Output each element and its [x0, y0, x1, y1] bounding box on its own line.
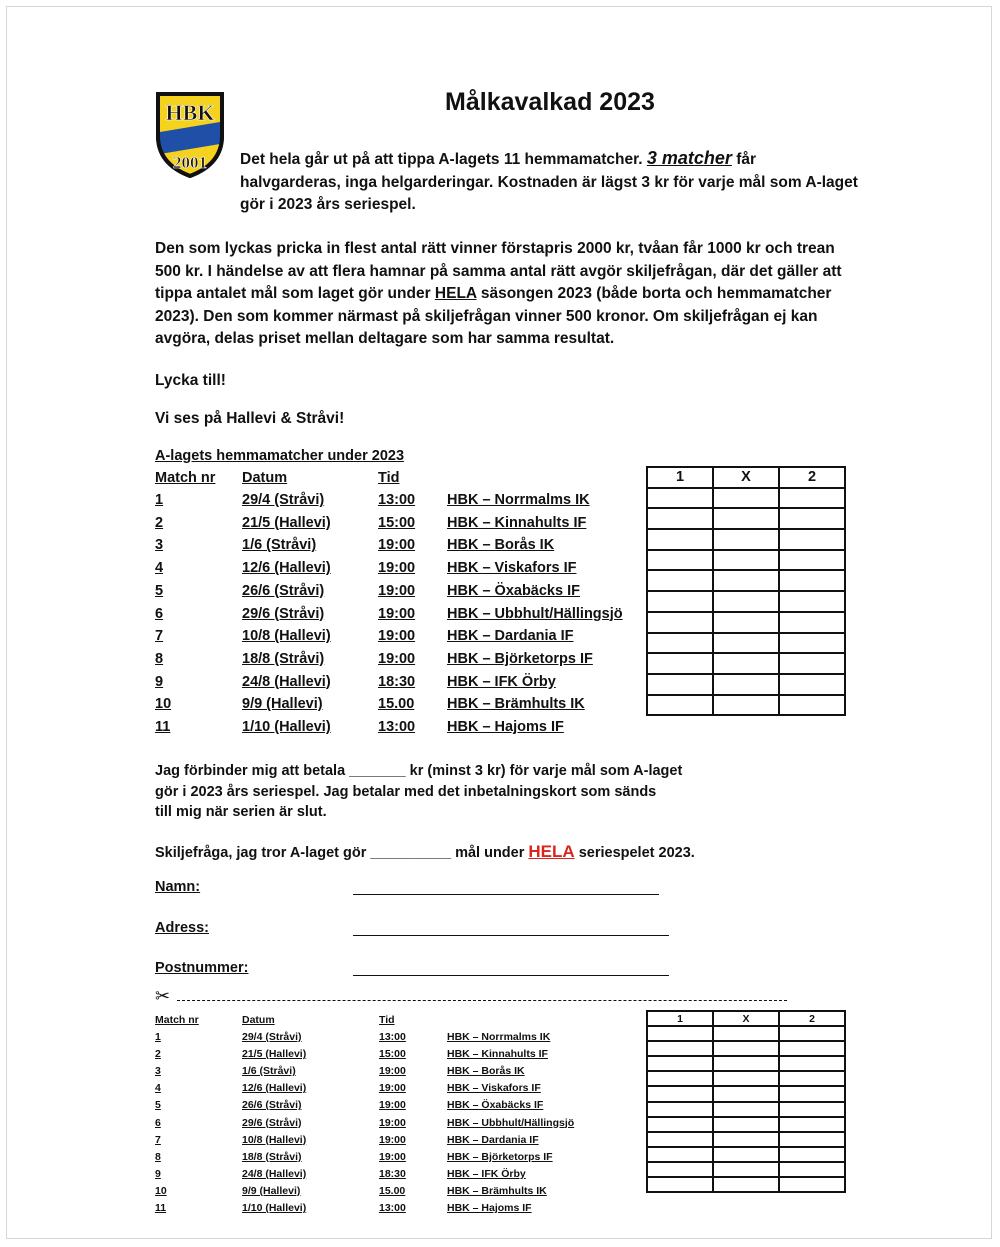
tip-cell[interactable] [713, 488, 779, 509]
tipping-row [647, 1162, 845, 1177]
name-label: Namn: [155, 879, 201, 895]
postcode-label: Postnummer: [155, 960, 249, 976]
tip-cell[interactable] [647, 1147, 713, 1162]
intro-emphasis: 3 matcher [646, 148, 732, 168]
column-header-time: Tid [379, 1014, 395, 1026]
match-time: 19:00 [378, 537, 416, 554]
match-name: HBK – Öxabäcks IF [447, 582, 580, 599]
match-date: 21/5 (Hallevi) [242, 514, 331, 531]
tipping-row [647, 529, 845, 550]
tip-cell[interactable] [647, 1162, 713, 1177]
tip-cell[interactable] [647, 1026, 713, 1041]
tip-cell[interactable] [647, 1086, 713, 1101]
tip-cell[interactable] [779, 612, 845, 633]
match-nr: 4 [155, 560, 164, 577]
tipping-row [647, 695, 845, 716]
tipping-row [647, 653, 845, 674]
match-time: 15:00 [379, 1048, 406, 1061]
tip-cell[interactable] [647, 674, 713, 695]
tip-cell[interactable] [647, 1117, 713, 1132]
address-field[interactable] [353, 935, 669, 936]
match-time: 18:30 [378, 673, 416, 690]
match-time: 19:00 [378, 560, 416, 577]
tip-cell[interactable] [779, 695, 845, 716]
match-nr: 7 [155, 628, 164, 645]
column-header-time: Tid [378, 470, 400, 486]
match-time: 13:00 [379, 1031, 406, 1043]
tipping-row [647, 674, 845, 695]
match-name: HBK – Viskafors IF [447, 560, 577, 577]
tipping-grid [646, 466, 846, 716]
match-name: HBK – Borås IK [447, 1065, 525, 1078]
column-header-date: Datum [242, 1014, 275, 1026]
logo-top-text: HBK [165, 100, 215, 125]
match-nr: 3 [155, 1065, 161, 1078]
tip-cell[interactable] [779, 653, 845, 674]
tip-cell[interactable] [779, 508, 845, 529]
match-name: HBK – Norrmalms IK [447, 492, 590, 508]
match-nr: 9 [155, 1167, 161, 1180]
tip-cell[interactable] [713, 508, 779, 529]
match-name: HBK – Brämhults IK [447, 696, 585, 713]
prize-hela: HELA [434, 285, 477, 302]
match-time: 19:00 [378, 650, 416, 667]
tip-cell[interactable] [647, 570, 713, 591]
tipping-grid [646, 1010, 846, 1193]
tip-cell[interactable] [713, 529, 779, 550]
match-date: 10/8 (Hallevi) [242, 628, 331, 645]
column-header-date: Datum [242, 470, 288, 486]
tip-cell[interactable] [779, 1132, 845, 1147]
intro-text-a: Det hela går ut på att tippa A-lagets 11 hemmamatcher. [240, 151, 647, 168]
match-name: HBK – Kinnahults IF [447, 514, 587, 531]
match-nr: 1 [155, 492, 164, 508]
tipping-row [647, 1026, 845, 1041]
match-nr: 5 [155, 1099, 161, 1112]
match-nr: 8 [155, 650, 164, 667]
tip-cell[interactable] [713, 550, 779, 571]
tipping-row [647, 1102, 845, 1117]
match-nr: 11 [155, 1202, 167, 1214]
tip-cell[interactable] [647, 550, 713, 571]
match-time: 19:00 [379, 1065, 406, 1078]
option-header: 2 [779, 1011, 845, 1026]
match-date: 12/6 (Hallevi) [242, 560, 331, 577]
match-date: 1/6 (Stråvi) [242, 537, 317, 554]
match-date: 10/8 (Hallevi) [242, 1133, 307, 1146]
match-date: 26/6 (Stråvi) [242, 1099, 302, 1112]
tip-cell[interactable] [647, 1132, 713, 1147]
schedule-heading: A-lagets hemmamatcher under 2023 [155, 448, 405, 464]
match-time: 19:00 [379, 1150, 406, 1163]
match-nr: 2 [155, 1048, 161, 1061]
tip-cell[interactable] [713, 1041, 779, 1056]
option-header: 1 [647, 467, 713, 488]
prize-text-b: säsongen 2023 (både borta och hemmamatcher 2023). Den som kommer närmast på skiljefrågan vinner 500 kronor. Om skiljefrågan ej kan avgöra, delas priset mellan deltagare som har samma resultat. [155, 285, 832, 347]
tip-cell[interactable] [647, 1056, 713, 1071]
match-nr: 4 [155, 1082, 161, 1095]
tipping-row [647, 633, 845, 654]
tipping-row [647, 570, 845, 591]
logo-bottom-text: 2001 [173, 153, 207, 172]
prize-text-a: Den som lyckas pricka in flest antal rätt vinner förstapris 2000 kr, tvåan får 1000 kr och trean 500 kr. I händelse av att flera hamnar på samma antal rätt avgör skiljefrågan, där det gäller att tippa antalet mål som laget gör under [155, 240, 842, 302]
match-date: 24/8 (Hallevi) [242, 1167, 307, 1180]
match-date: 29/4 (Stråvi) [242, 1031, 302, 1043]
tip-cell[interactable] [779, 1071, 845, 1086]
match-nr: 10 [155, 696, 172, 713]
match-name: HBK – Ubbhult/Hällingsjö [447, 605, 623, 622]
match-name: HBK – Dardania IF [447, 628, 574, 645]
match-name: HBK – Ubbhult/Hällingsjö [447, 1116, 575, 1129]
tip-cell[interactable] [713, 612, 779, 633]
postcode-field[interactable] [353, 975, 669, 976]
match-name: HBK – Björketorps IF [447, 650, 593, 667]
match-time: 13:00 [378, 719, 416, 735]
match-nr: 3 [155, 537, 164, 554]
tip-cell[interactable] [713, 1026, 779, 1041]
tipping-row [647, 1056, 845, 1071]
match-name: HBK – Öxabäcks IF [447, 1099, 544, 1112]
pledge-line: gör i 2023 års seriespel. Jag betalar med det inbetalningskort som sänds [155, 783, 657, 800]
match-name: HBK – IFK Örby [447, 673, 556, 690]
match-date: 18/8 (Stråvi) [242, 650, 325, 667]
match-date: 1/10 (Hallevi) [242, 719, 331, 735]
tip-cell[interactable] [647, 633, 713, 654]
match-nr: 6 [155, 605, 164, 622]
tip-cell[interactable] [713, 674, 779, 695]
tip-cell[interactable] [713, 653, 779, 674]
option-header: X [713, 467, 779, 488]
tip-cell[interactable] [779, 1026, 845, 1041]
pledge-line: till mig när serien är slut. [155, 804, 327, 820]
match-name: HBK – Björketorps IF [447, 1150, 553, 1163]
match-time: 19:00 [379, 1116, 406, 1129]
tip-cell[interactable] [713, 1147, 779, 1162]
match-time: 19:00 [378, 582, 416, 599]
tip-cell[interactable] [713, 1177, 779, 1192]
match-date: 18/8 (Stråvi) [242, 1150, 302, 1163]
tip-cell[interactable] [713, 1086, 779, 1101]
tip-cell[interactable] [779, 1147, 845, 1162]
tip-cell[interactable] [647, 1041, 713, 1056]
option-header: 2 [779, 467, 845, 488]
tip-cell[interactable] [647, 695, 713, 716]
match-time: 19:00 [379, 1082, 406, 1095]
tipping-row [647, 1147, 845, 1162]
tip-cell[interactable] [647, 612, 713, 633]
match-time: 18:30 [379, 1167, 406, 1180]
tip-cell[interactable] [647, 488, 713, 509]
tipping-row [647, 550, 845, 571]
match-date: 29/6 (Stråvi) [242, 1116, 302, 1129]
tiebreak-text-a: Skiljefråga, jag tror A-laget gör __________ mål under [155, 845, 529, 861]
tipping-row [647, 612, 845, 633]
match-name: HBK – Dardania IF [447, 1133, 539, 1146]
match-name: HBK – Kinnahults IF [447, 1048, 548, 1061]
address-label: Adress: [155, 920, 209, 936]
match-date: 12/6 (Hallevi) [242, 1082, 307, 1095]
tip-cell[interactable] [647, 529, 713, 550]
tip-cell[interactable] [713, 1117, 779, 1132]
match-date: 1/6 (Stråvi) [242, 1065, 296, 1078]
match-time: 19:00 [378, 605, 416, 622]
tip-cell[interactable] [713, 591, 779, 612]
match-time: 15:00 [378, 514, 416, 531]
name-field[interactable] [353, 894, 659, 895]
match-nr: 2 [155, 514, 164, 531]
match-name: HBK – Brämhults IK [447, 1184, 547, 1197]
see-you-text: Vi ses på Hallevi & Stråvi! [155, 410, 345, 427]
good-luck-text: Lycka till! [155, 372, 226, 389]
tiebreak-hela: HELA [528, 842, 575, 861]
cut-line [155, 986, 787, 1006]
tip-cell[interactable] [779, 1041, 845, 1056]
match-date: 9/9 (Hallevi) [242, 696, 323, 713]
tip-cell[interactable] [779, 1102, 845, 1117]
intro-paragraph [240, 147, 860, 217]
match-nr: 5 [155, 582, 164, 599]
match-nr: 1 [155, 1031, 161, 1043]
match-name: HBK – Hajoms IF [447, 719, 564, 735]
tipping-row [647, 591, 845, 612]
match-date: 29/4 (Stråvi) [242, 492, 325, 508]
match-date: 26/6 (Stråvi) [242, 582, 325, 599]
tipping-row [647, 488, 845, 509]
match-date: 29/6 (Stråvi) [242, 605, 325, 622]
tip-cell[interactable] [713, 1056, 779, 1071]
tip-cell[interactable] [713, 1071, 779, 1086]
match-name: HBK – IFK Örby [447, 1167, 526, 1180]
match-time: 13:00 [378, 492, 416, 508]
tip-cell[interactable] [779, 1162, 845, 1177]
page-title: Målkavalkad 2023 [445, 88, 655, 116]
tip-cell[interactable] [713, 1162, 779, 1177]
match-name: HBK – Borås IK [447, 537, 555, 554]
intro-text-b: får halvgarderas, inga helgarderingar. Kostnaden är lägst 3 kr för varje mål som A-laget gör i 2023 års seriespel. [240, 151, 858, 213]
match-date: 9/9 (Hallevi) [242, 1184, 301, 1197]
match-nr: 7 [155, 1133, 161, 1146]
match-time: 15.00 [379, 1184, 406, 1197]
tip-cell[interactable] [647, 591, 713, 612]
tip-cell[interactable] [647, 1177, 713, 1192]
tipping-row [647, 1132, 845, 1147]
tiebreak-question [155, 842, 695, 862]
tip-cell[interactable] [779, 488, 845, 509]
tip-cell[interactable] [647, 1102, 713, 1117]
match-nr: 9 [155, 673, 164, 690]
match-time: 19:00 [379, 1099, 406, 1112]
tip-cell[interactable] [779, 1056, 845, 1071]
match-time: 15.00 [378, 696, 415, 713]
match-nr: 8 [155, 1150, 161, 1163]
tipping-row [647, 508, 845, 529]
tip-cell[interactable] [779, 1086, 845, 1101]
match-name: HBK – Norrmalms IK [447, 1031, 551, 1043]
tipping-row [647, 1177, 845, 1192]
column-header-match-nr: Match nr [155, 1014, 199, 1026]
tip-cell[interactable] [713, 1132, 779, 1147]
tip-cell[interactable] [779, 674, 845, 695]
tiebreak-text-b: seriespelet 2023. [574, 845, 695, 861]
match-nr: 11 [155, 719, 171, 735]
tipping-row [647, 1071, 845, 1086]
tip-cell[interactable] [779, 570, 845, 591]
tip-cell[interactable] [647, 1071, 713, 1086]
tipping-row [647, 1086, 845, 1101]
match-time: 13:00 [379, 1202, 406, 1214]
tip-cell[interactable] [713, 695, 779, 716]
option-header: X [713, 1011, 779, 1026]
scissors-icon: ✂ [155, 986, 171, 1006]
tip-cell[interactable] [647, 653, 713, 674]
match-time: 19:00 [378, 628, 416, 645]
tip-cell[interactable] [779, 591, 845, 612]
pledge-line: Jag förbinder mig att betala _______ kr (minst 3 kr) för varje mål som A-laget [155, 763, 683, 779]
match-name: HBK – Viskafors IF [447, 1082, 541, 1095]
column-header-match-nr: Match nr [155, 470, 216, 486]
pledge-text [155, 761, 715, 823]
tip-cell[interactable] [713, 570, 779, 591]
match-date: 21/5 (Hallevi) [242, 1048, 307, 1061]
tipping-row [647, 1041, 845, 1056]
tip-cell[interactable] [647, 508, 713, 529]
tipping-row [647, 1117, 845, 1132]
tip-cell[interactable] [779, 633, 845, 654]
tip-cell[interactable] [779, 1177, 845, 1192]
dashed-divider [177, 1000, 787, 1001]
tip-cell[interactable] [713, 1102, 779, 1117]
match-nr: 6 [155, 1116, 161, 1129]
match-name: HBK – Hajoms IF [447, 1202, 532, 1214]
option-header: 1 [647, 1011, 713, 1026]
match-date: 1/10 (Hallevi) [242, 1202, 307, 1214]
match-nr: 10 [155, 1184, 167, 1197]
tip-cell[interactable] [779, 550, 845, 571]
match-date: 24/8 (Hallevi) [242, 673, 331, 690]
prize-paragraph [155, 238, 855, 351]
tip-cell[interactable] [779, 529, 845, 550]
match-time: 19:00 [379, 1133, 406, 1146]
tip-cell[interactable] [713, 633, 779, 654]
tip-cell[interactable] [779, 1117, 845, 1132]
